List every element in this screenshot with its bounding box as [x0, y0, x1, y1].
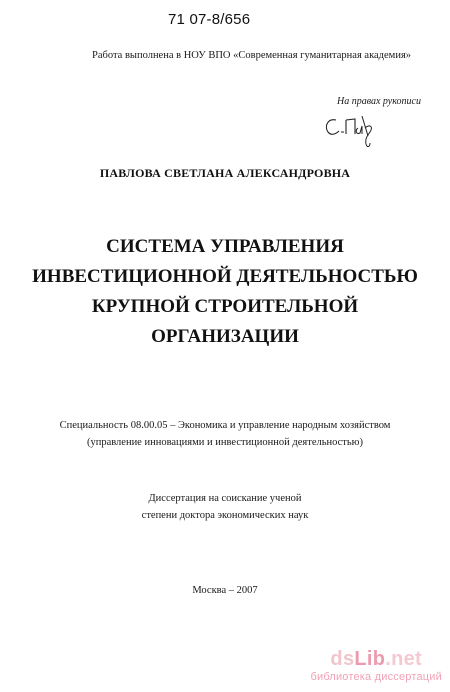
specialty-block	[0, 417, 450, 451]
city-year: Москва – 2007	[192, 585, 258, 596]
specialty-code-line: Специальность 08.00.05 – Экономика и управление народным хозяйством	[59, 420, 391, 431]
handwritten-signature	[322, 106, 382, 150]
watermark-logo	[310, 648, 442, 670]
watermark-logo-net: .net	[385, 648, 423, 670]
title-line: СИСТЕМА УПРАВЛЕНИЯ	[106, 236, 344, 257]
degree-line: степени доктора экономических наук	[141, 510, 309, 521]
watermark-logo-ds: ds	[330, 648, 355, 670]
specialty-detail-line: (управление инновациями и инвестиционной деятельностью)	[86, 437, 364, 448]
watermark-logo-lib: Lib	[354, 648, 386, 670]
title-line: КРУПНОЙ СТРОИТЕЛЬНОЙ	[91, 296, 359, 317]
author-name: ПАВЛОВА СВЕТЛАНА АЛЕКСАНДРОВНА	[99, 166, 351, 180]
degree-block	[0, 490, 450, 524]
watermark-subtitle: библиотека диссертаций	[310, 671, 442, 683]
title-line: ОРГАНИЗАЦИИ	[151, 326, 299, 347]
dissertation-title	[0, 232, 450, 352]
document-number: 71 07-8/656	[168, 11, 251, 28]
dslib-watermark	[310, 648, 442, 684]
title-line: ИНВЕСТИЦИОННОЙ ДЕЯТЕЛЬНОСТЬЮ	[32, 266, 418, 287]
manuscript-rights-label: На правах рукописи	[337, 96, 421, 107]
degree-line: Диссертация на соискание ученой	[148, 493, 302, 504]
institution-line: Работа выполнена в НОУ ВПО «Современная гуманитарная академия»	[92, 50, 412, 61]
